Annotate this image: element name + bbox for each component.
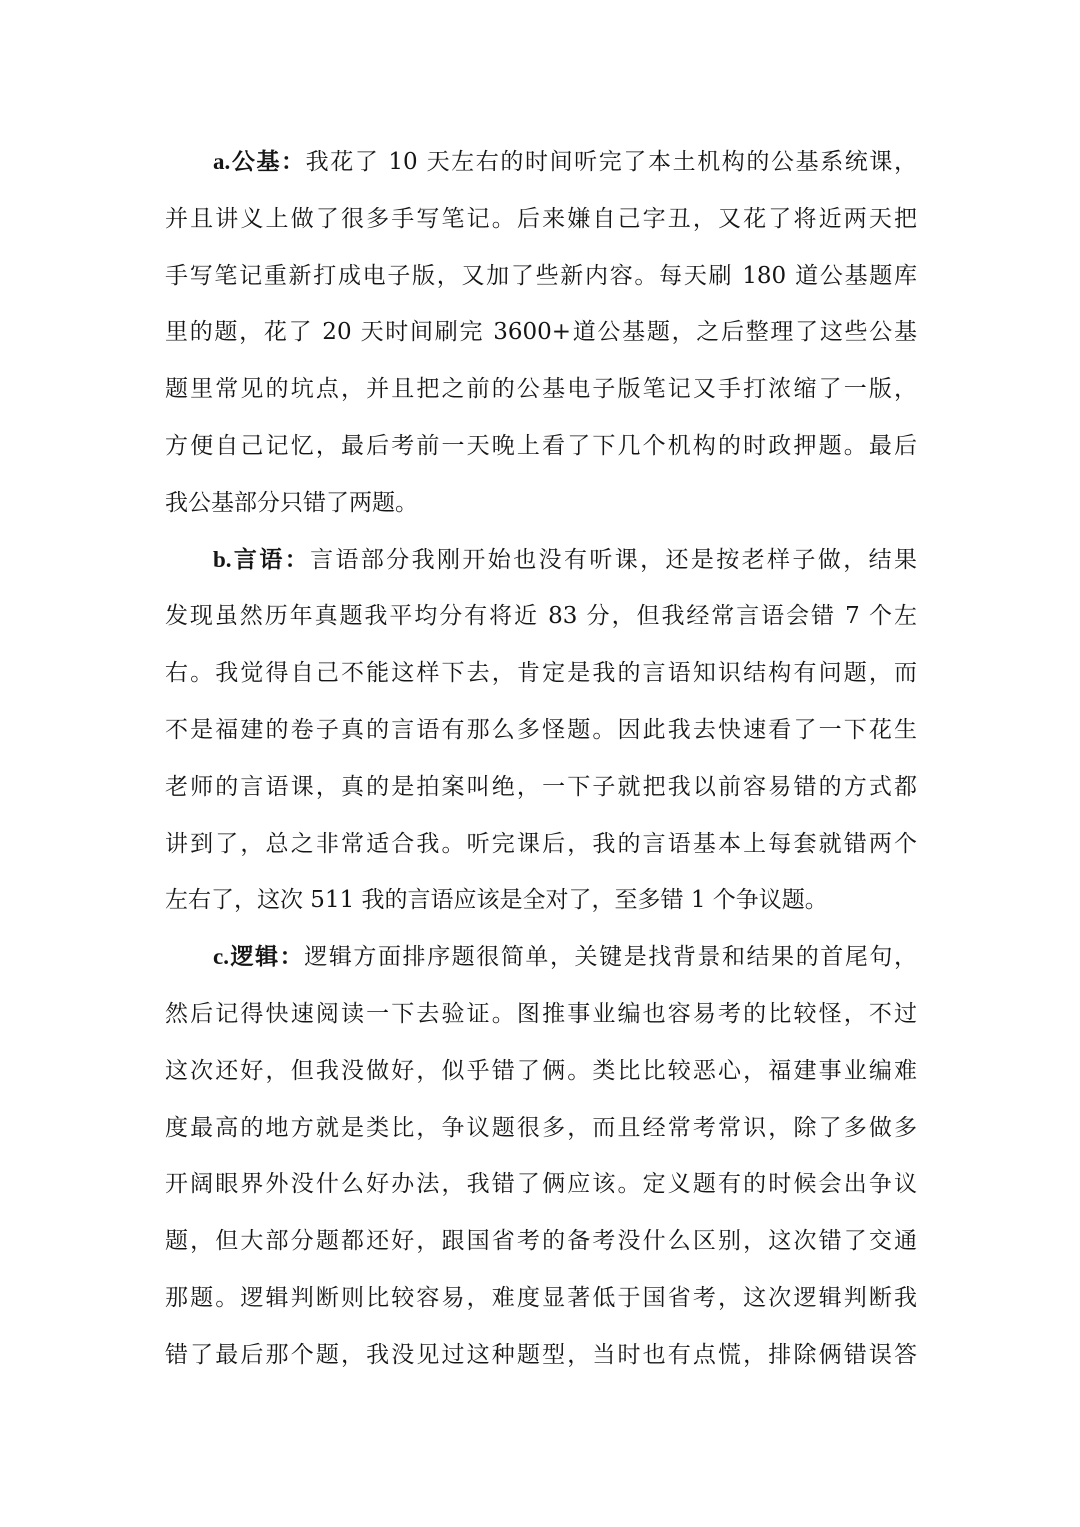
- paragraph-text: 言语部分我刚开始也没有听课，还是按老样子做，结果: [310, 546, 917, 573]
- paragraph-line: [165, 134, 917, 191]
- section-heading: b.言语：: [213, 546, 311, 572]
- section-heading: c.逻辑：: [213, 944, 305, 970]
- paragraph-line: 里的题，花了 20 天时间刷完 3600+道公基题，之后整理了这些公基: [165, 319, 917, 346]
- section-heading: a.公基：: [213, 149, 306, 174]
- paragraph-line: 左右了，这次 511 我的言语应该是全对了，至多错 1 个争议题。: [165, 887, 828, 914]
- paragraph-line: 题里常见的坑点，并且把之前的公基电子版笔记又手打浓缩了一版，: [165, 376, 917, 403]
- paragraph-line: 发现虽然历年真题我平均分有将近 83 分，但我经常言语会错 7 个左: [165, 603, 917, 630]
- paragraph-line: 错了最后那个题，我没见过这种题型，当时也有点慌，排除俩错误答: [165, 1341, 917, 1368]
- paragraph-line: 不是福建的卷子真的言语有那么多怪题。因此我去快速看了一下花生: [165, 716, 917, 743]
- paragraph-line: 这次还好，但我没做好，似乎错了俩。类比比较恶心，福建事业编难: [165, 1057, 917, 1084]
- paragraph-line: 老师的言语课，真的是拍案叫绝，一下子就把我以前容易错的方式都: [165, 773, 917, 800]
- paragraph-line: 那题。逻辑判断则比较容易，难度显著低于国省考，这次逻辑判断我: [165, 1284, 917, 1311]
- paragraph-line: 手写笔记重新打成电子版，又加了些新内容。每天刷 180 道公基题库: [165, 262, 917, 289]
- paragraph-line: 开阔眼界外没什么好办法，我错了俩应该。定义题有的时候会出争议: [165, 1171, 917, 1198]
- document-body: [165, 134, 917, 1384]
- paragraph-line: 题，但大部分题都还好，跟国省考的备考没什么区别，这次错了交通: [165, 1228, 917, 1255]
- paragraph-line: 并且讲义上做了很多手写笔记。后来嫌自己字丑，又花了将近两天把: [165, 205, 917, 232]
- paragraph-line: 度最高的地方就是类比，争议题很多，而且经常考常识，除了多做多: [165, 1114, 917, 1141]
- paragraph-line: 然后记得快速阅读一下去验证。图推事业编也容易考的比较怪，不过: [165, 1000, 917, 1027]
- paragraph-line: [165, 929, 917, 986]
- paragraph-text: 逻辑方面排序题很简单，关键是找背景和结果的首尾句，: [304, 944, 917, 971]
- paragraph-line: 方便自己记忆，最后考前一天晚上看了下几个机构的时政押题。最后: [165, 432, 917, 459]
- paragraph-text: 我花了 10 天左右的时间听完了本土机构的公基系统课，: [305, 149, 918, 175]
- paragraph-line: [165, 532, 917, 589]
- paragraph-line: 右。我觉得自己不能这样下去，肯定是我的言语知识结构有问题，而: [165, 660, 917, 687]
- paragraph-line: 讲到了，总之非常适合我。听完课后，我的言语基本上每套就错两个: [165, 830, 917, 857]
- paragraph-line: 我公基部分只错了两题。: [165, 489, 418, 516]
